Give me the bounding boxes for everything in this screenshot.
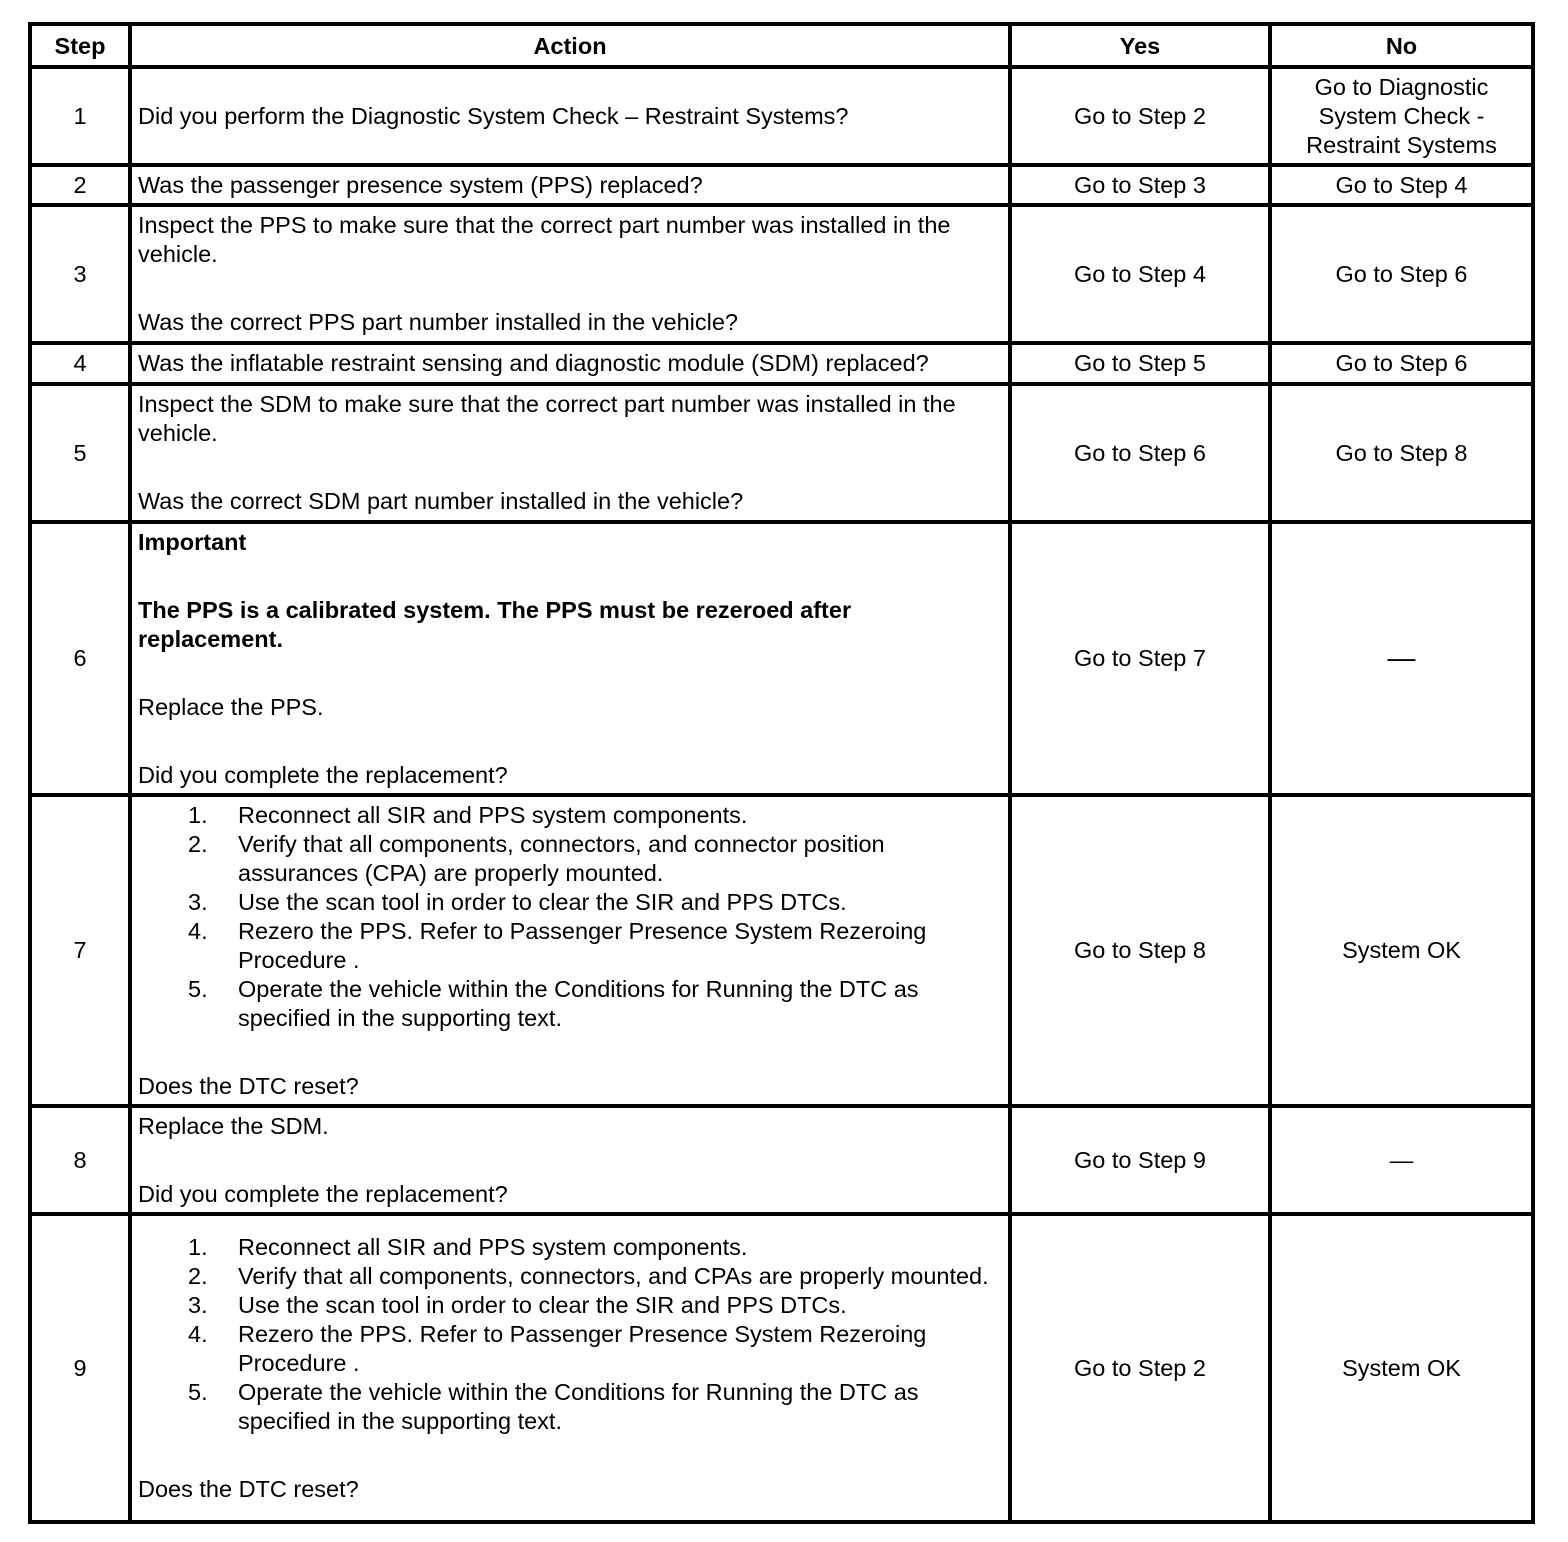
list-text: Verify that all components, connectors, and CPAs are properly mounted.: [238, 1262, 989, 1289]
no-cell: [1270, 522, 1533, 795]
yes-cell: Go to Step 5: [1010, 343, 1270, 384]
step-number: 5: [30, 384, 130, 522]
list-item: [188, 917, 1002, 975]
action-cell: [130, 1106, 1010, 1214]
important-note: The PPS is a calibrated system. The PPS must be rezeroed after replacement.: [138, 596, 852, 652]
yes-cell: Go to Step 9: [1010, 1106, 1270, 1214]
action-instruction: Inspect the SDM to make sure that the correct part number was installed in the vehicle.: [138, 391, 956, 446]
header-no: No: [1270, 24, 1533, 67]
step-number: 3: [30, 205, 130, 343]
action-question: Was the passenger presence system (PPS) replaced?: [138, 171, 703, 198]
list-item: [188, 1291, 1002, 1320]
procedure-list: [138, 1233, 1002, 1436]
action-question: Was the inflatable restraint sensing and diagnostic module (SDM) replaced?: [138, 350, 929, 376]
header-yes: Yes: [1010, 24, 1270, 67]
no-action-dash: —: [1389, 1146, 1414, 1173]
step-number: 1: [30, 67, 130, 165]
action-question: Was the correct SDM part number installed in the vehicle?: [138, 488, 744, 514]
action-cell: [130, 1214, 1010, 1522]
step-number: 7: [30, 795, 130, 1106]
step-number: 6: [30, 522, 130, 795]
action-question: Did you complete the replacement?: [138, 761, 508, 788]
list-item: [188, 1378, 1002, 1436]
table-row: [30, 522, 1533, 795]
action-instruction: Inspect the PPS to make sure that the correct part number was installed in the vehicle.: [138, 212, 951, 267]
no-action-dash: —: [1387, 642, 1416, 673]
action-cell: [130, 205, 1010, 343]
header-action: Action: [130, 24, 1010, 67]
step-number: 9: [30, 1214, 130, 1522]
action-question: Did you complete the replacement?: [138, 1180, 508, 1207]
list-number: 5.: [188, 975, 208, 1002]
list-text: Rezero the PPS. Refer to Passenger Presence System Rezeroing Procedure .: [238, 917, 927, 973]
table-row: [30, 165, 1533, 205]
no-cell: Go to Step 4: [1270, 165, 1533, 205]
action-cell: [130, 522, 1010, 795]
list-number: 4.: [188, 917, 208, 944]
table-row: [30, 67, 1533, 165]
step-number: 2: [30, 165, 130, 205]
list-item: [188, 975, 1002, 1033]
list-item: [188, 1262, 1002, 1291]
header-row: [30, 24, 1533, 67]
yes-cell: Go to Step 2: [1010, 1214, 1270, 1522]
yes-cell: Go to Step 6: [1010, 384, 1270, 522]
action-instruction: Replace the PPS.: [138, 693, 324, 720]
list-text: Rezero the PPS. Refer to Passenger Presence System Rezeroing Procedure .: [238, 1320, 927, 1376]
list-number: 5.: [188, 1378, 208, 1405]
list-text: Operate the vehicle within the Conditions for Running the DTC as specified in the supporting text.: [238, 1378, 919, 1434]
yes-cell: Go to Step 8: [1010, 795, 1270, 1106]
no-cell: System OK: [1270, 1214, 1533, 1522]
no-cell: [1270, 1106, 1533, 1214]
list-text: Verify that all components, connectors, and connector position assurances (CPA) are properly mounted.: [238, 830, 885, 886]
step-number: 4: [30, 343, 130, 384]
action-cell: [130, 67, 1010, 165]
list-text: Reconnect all SIR and PPS system components.: [238, 801, 748, 828]
action-cell: [130, 343, 1010, 384]
action-question: Was the correct PPS part number installed in the vehicle?: [138, 309, 738, 335]
list-text: Use the scan tool in order to clear the SIR and PPS DTCs.: [238, 888, 847, 915]
list-item: [188, 888, 1002, 917]
table-row: [30, 795, 1533, 1106]
action-cell: [130, 384, 1010, 522]
no-cell: Go to Step 6: [1270, 343, 1533, 384]
no-cell: Go to Step 6: [1270, 205, 1533, 343]
action-question: Did you perform the Diagnostic System Check – Restraint Systems?: [138, 102, 849, 129]
action-instruction: Replace the SDM.: [138, 1112, 329, 1139]
action-question: Does the DTC reset?: [138, 1072, 359, 1099]
table-row: [30, 1106, 1533, 1214]
table-row: [30, 1214, 1533, 1522]
list-number: 4.: [188, 1320, 208, 1347]
list-item: [188, 1233, 1002, 1262]
important-label: Important: [138, 528, 247, 555]
list-item: [188, 830, 1002, 888]
table-row: [30, 384, 1533, 522]
list-number: 1.: [188, 1233, 208, 1260]
list-number: 1.: [188, 801, 208, 828]
procedure-list: [138, 801, 1002, 1033]
list-item: [188, 1320, 1002, 1378]
action-cell: [130, 165, 1010, 205]
step-number: 8: [30, 1106, 130, 1214]
list-number: 3.: [188, 1291, 208, 1318]
table-row: [30, 343, 1533, 384]
list-number: 3.: [188, 888, 208, 915]
action-cell: [130, 795, 1010, 1106]
no-cell: Go to Diagnostic System Check - Restraint Systems: [1270, 67, 1533, 165]
no-cell: System OK: [1270, 795, 1533, 1106]
list-item: [188, 801, 1002, 830]
list-text: Use the scan tool in order to clear the SIR and PPS DTCs.: [238, 1291, 847, 1318]
list-text: Reconnect all SIR and PPS system components.: [238, 1233, 748, 1260]
yes-cell: Go to Step 2: [1010, 67, 1270, 165]
action-question: Does the DTC reset?: [138, 1475, 359, 1502]
table-row: [30, 205, 1533, 343]
list-number: 2.: [188, 1262, 208, 1289]
list-number: 2.: [188, 830, 208, 857]
yes-cell: Go to Step 4: [1010, 205, 1270, 343]
no-cell: Go to Step 8: [1270, 384, 1533, 522]
yes-cell: Go to Step 7: [1010, 522, 1270, 795]
list-text: Operate the vehicle within the Conditions for Running the DTC as specified in the supporting text.: [238, 975, 919, 1031]
yes-cell: Go to Step 3: [1010, 165, 1270, 205]
diagnostic-table: [28, 22, 1535, 1524]
header-step: Step: [30, 24, 130, 67]
